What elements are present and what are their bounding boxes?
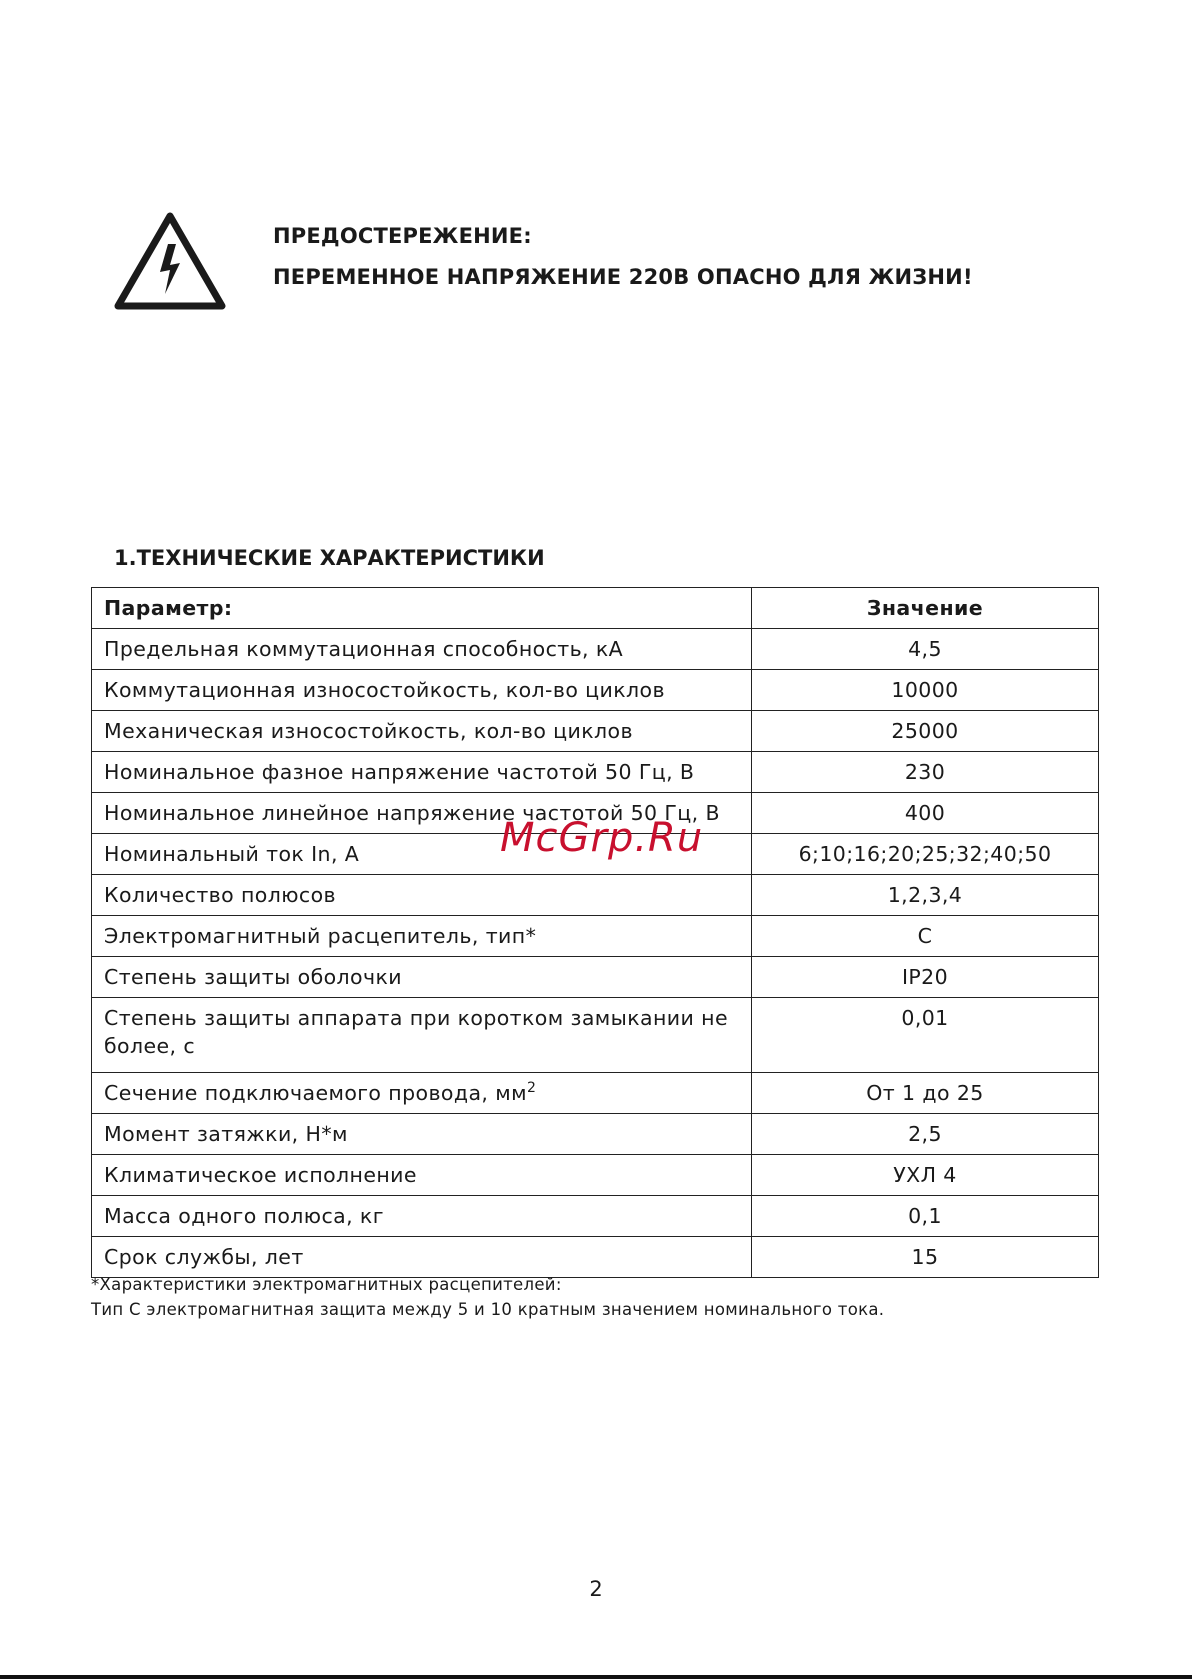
parameter-cell: Номинальный ток In, А bbox=[92, 834, 752, 875]
table-header-row bbox=[92, 588, 1099, 629]
value-cell: 6;10;16;20;25;32;40;50 bbox=[752, 834, 1099, 875]
parameter-cell: Климатическое исполнение bbox=[92, 1155, 752, 1196]
table-row bbox=[92, 752, 1099, 793]
section-title: 1.ТЕХНИЧЕСКИЕ ХАРАКТЕРИСТИКИ bbox=[114, 546, 545, 570]
parameter-cell: Номинальное фазное напряжение частотой 50 Гц, В bbox=[92, 752, 752, 793]
value-cell: 400 bbox=[752, 793, 1099, 834]
parameter-cell: Момент затяжки, Н*м bbox=[92, 1114, 752, 1155]
parameter-cell: Степень защиты аппарата при коротком замыкании не более, с bbox=[92, 998, 752, 1073]
value-cell: 0,01 bbox=[752, 998, 1099, 1073]
header-parameter: Параметр: bbox=[92, 588, 752, 629]
parameter-cell: Степень защиты оболочки bbox=[92, 957, 752, 998]
value-cell: УХЛ 4 bbox=[752, 1155, 1099, 1196]
warning-block bbox=[273, 216, 973, 298]
footnote-line-2: Тип С электромагнитная защита между 5 и 10 кратным значением номинального тока. bbox=[91, 1300, 885, 1319]
high-voltage-warning-icon bbox=[110, 208, 230, 314]
value-cell: 0,1 bbox=[752, 1196, 1099, 1237]
value-cell: С bbox=[752, 916, 1099, 957]
table-row bbox=[92, 916, 1099, 957]
parameter-cell: Механическая износостойкость, кол-во циклов bbox=[92, 711, 752, 752]
table-row bbox=[92, 998, 1099, 1073]
watermark: McGrp.Ru bbox=[500, 815, 704, 861]
table-row bbox=[92, 1114, 1099, 1155]
parameter-cell: Масса одного полюса, кг bbox=[92, 1196, 752, 1237]
value-cell: IP20 bbox=[752, 957, 1099, 998]
value-cell: 2,5 bbox=[752, 1114, 1099, 1155]
superscript-unit: 2 bbox=[526, 1080, 537, 1096]
table-row bbox=[92, 1196, 1099, 1237]
footnote bbox=[91, 1272, 884, 1322]
parameter-cell: Электромагнитный расцепитель, тип* bbox=[92, 916, 752, 957]
parameter-cell: Коммутационная износостойкость, кол-во циклов bbox=[92, 670, 752, 711]
warning-message: ПЕРЕМЕННОЕ НАПРЯЖЕНИЕ 220В ОПАСНО ДЛЯ ЖИЗНИ! bbox=[273, 265, 973, 289]
table-row bbox=[92, 1155, 1099, 1196]
value-cell: 1,2,3,4 bbox=[752, 875, 1099, 916]
parameter-text: Сечение подключаемого провода, мм bbox=[104, 1081, 527, 1105]
table-row bbox=[92, 957, 1099, 998]
value-cell: От 1 до 25 bbox=[752, 1073, 1099, 1114]
specifications-table bbox=[91, 587, 1099, 1278]
header-value: Значение bbox=[752, 588, 1099, 629]
parameter-cell: Предельная коммутационная способность, кА bbox=[92, 629, 752, 670]
table-row bbox=[92, 629, 1099, 670]
value-cell: 15 bbox=[752, 1237, 1099, 1278]
value-cell: 25000 bbox=[752, 711, 1099, 752]
value-cell: 4,5 bbox=[752, 629, 1099, 670]
warning-title: ПРЕДОСТЕРЕЖЕНИЕ: bbox=[273, 224, 532, 248]
parameter-cell bbox=[92, 1073, 752, 1114]
table-row bbox=[92, 875, 1099, 916]
parameter-cell: Срок службы, лет bbox=[92, 1237, 752, 1278]
table-row bbox=[92, 711, 1099, 752]
value-cell: 10000 bbox=[752, 670, 1099, 711]
table-row bbox=[92, 670, 1099, 711]
parameter-cell: Количество полюсов bbox=[92, 875, 752, 916]
bottom-rule bbox=[0, 1675, 1192, 1679]
page-number: 2 bbox=[589, 1577, 603, 1601]
value-cell: 230 bbox=[752, 752, 1099, 793]
parameter-cell: Номинальное линейное напряжение частотой 50 Гц, В bbox=[92, 793, 752, 834]
table-row bbox=[92, 1073, 1099, 1114]
footnote-line-1: *Характеристики электромагнитных расцепителей: bbox=[91, 1275, 562, 1294]
